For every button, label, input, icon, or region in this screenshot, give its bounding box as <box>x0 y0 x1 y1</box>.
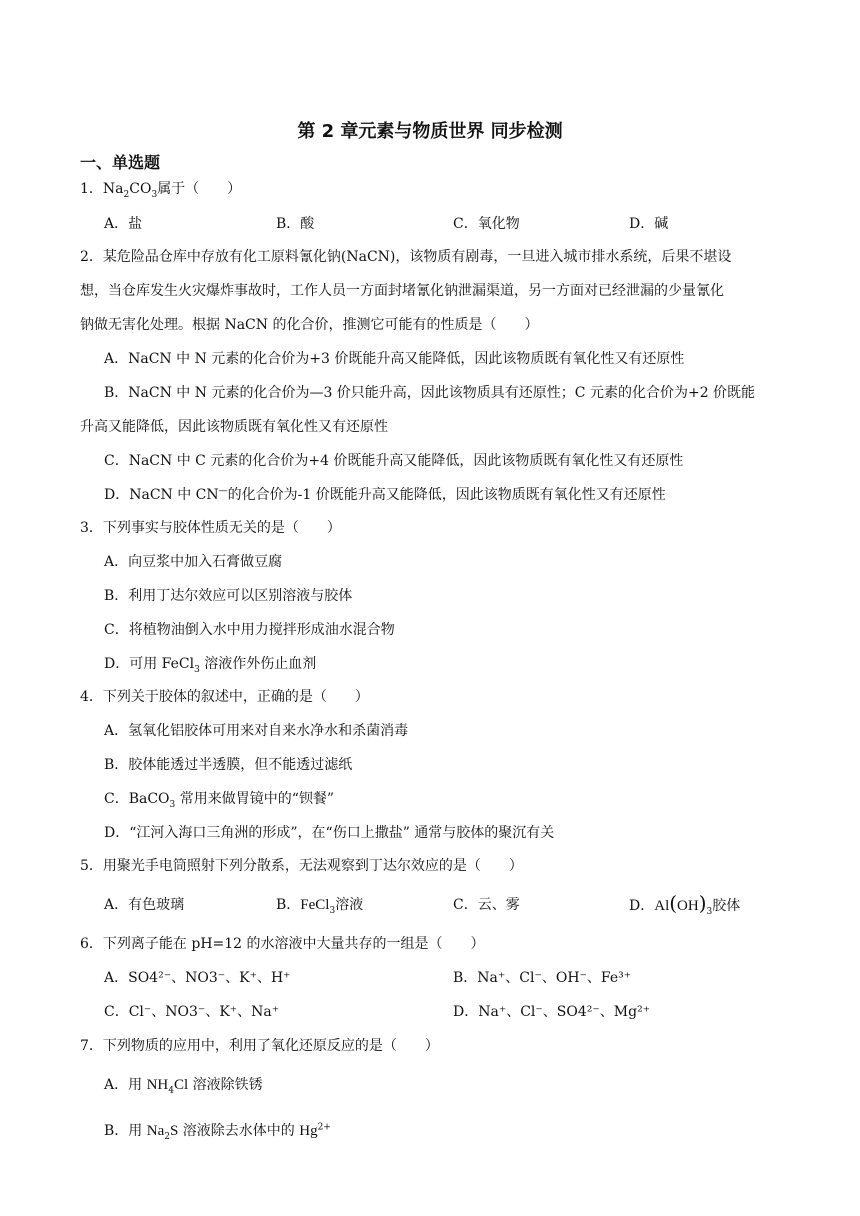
question-3-option-b[interactable]: B．利用丁达尔效应可以区别溶液与胶体 <box>104 588 353 604</box>
question-3-option-a[interactable]: A．向豆浆中加入石膏做豆腐 <box>104 554 283 570</box>
question-1-option-b[interactable]: B．酸 <box>276 216 315 232</box>
question-4-option-c[interactable]: C．BaCO$_3$ 常用来做胃镜中的“钡餐” <box>104 791 335 810</box>
question-5-option-b[interactable]: B．FeCl$_3$溶液 <box>276 897 364 916</box>
page-title: 第 2 章元素与物质世界 同步检测 <box>297 121 563 142</box>
question-7-option-a[interactable]: A．用 $NH_4Cl$ 溶液除铁锈 <box>104 1077 263 1096</box>
question-1-option-d[interactable]: D．碱 <box>629 216 669 232</box>
question-2-option-d[interactable]: D．NaCN 中 CN—的化合价为-1 价既能升高又能降低，因此该物质既有氧化性又有还原性 <box>104 486 666 503</box>
question-4-stem: 4．下列关于胶体的叙述中，正确的是（ ） <box>80 689 369 705</box>
question-3-stem: 3．下列事实与胶体性质无关的是（ ） <box>80 520 341 536</box>
question-7-option-b[interactable]: B．用 $Na_2S$ 溶液除去水体中的 $Hg^{2+}$ <box>104 1122 331 1142</box>
question-5-option-d[interactable]: D．$Al(OH)_3$胶体 <box>629 891 741 917</box>
question-6-option-c[interactable]: C．Cl⁻、NO3⁻、K⁺、Na⁺ <box>104 1004 280 1020</box>
question-2-option-b-line-1[interactable]: B．NaCN 中 N 元素的化合价为—3 价只能升高，因此该物质具有还原性；C 元素的化合价为+2 价既能 <box>104 385 756 401</box>
question-4-option-b[interactable]: B．胶体能透过半透膜，但不能透过滤纸 <box>104 757 353 773</box>
question-2-option-a[interactable]: A．NaCN 中 N 元素的化合价为+3 价既能升高又能降低，因此该物质既有氧化性又有还原性 <box>104 351 685 367</box>
question-2-stem-line-1: 2．某危险品仓库中存放有化工原料氰化钠(NaCN)，该物质有剧毒，一旦进入城市排水系统，后果不堪设 <box>80 249 732 265</box>
question-5-option-a[interactable]: A．有色玻璃 <box>104 897 185 913</box>
question-7-stem: 7．下列物质的应用中，利用了氧化还原反应的是（ ） <box>80 1038 439 1054</box>
question-1-option-c[interactable]: C．氧化物 <box>453 216 520 232</box>
question-5-stem: 5．用聚光手电筒照射下列分散系，无法观察到丁达尔效应的是（ ） <box>80 858 523 874</box>
question-6-option-a[interactable]: A．SO4²⁻、NO3⁻、K⁺、H⁺ <box>104 970 291 986</box>
question-3-option-c[interactable]: C．将植物油倒入水中用力搅拌形成油水混合物 <box>104 622 395 638</box>
question-2-stem-line-3: 钠做无害化处理。根据 NaCN 的化合价，推测它可能有的性质是（ ） <box>80 317 539 333</box>
question-6-option-d[interactable]: D．Na⁺、Cl⁻、SO4²⁻、Mg²⁺ <box>453 1004 651 1020</box>
section-heading: 一、单选题 <box>80 153 161 172</box>
question-4-option-a[interactable]: A．氢氧化铝胶体可用来对自来水净水和杀菌消毒 <box>104 723 409 739</box>
question-5-option-c[interactable]: C．云、雾 <box>453 897 520 913</box>
question-6-option-b[interactable]: B．Na⁺、Cl⁻、OH⁻、Fe³⁺ <box>453 970 632 986</box>
question-6-stem: 6．下列离子能在 pH=12 的水溶液中大量共存的一组是（ ） <box>80 936 485 952</box>
question-1-option-a[interactable]: A．盐 <box>104 216 143 232</box>
question-2-option-b-line-2[interactable]: 升高又能降低，因此该物质既有氧化性又有还原性 <box>80 419 388 435</box>
question-3-option-d[interactable]: D．可用 FeCl$_3$ 溶液作外伤止血剂 <box>104 656 317 675</box>
question-1-stem: 1．$Na_2CO_3$属于（ ） <box>80 181 242 200</box>
question-2-option-c[interactable]: C．NaCN 中 C 元素的化合价为+4 价既能升高又能降低，因此该物质既有氧化性又有还原性 <box>104 453 684 469</box>
question-2-stem-line-2: 想，当仓库发生火灾爆炸事故时，工作人员一方面封堵氰化钠泄漏渠道，另一方面对已经泄漏的少量氰化 <box>80 283 724 299</box>
question-4-option-d[interactable]: D．“江河入海口三角洲的形成”，在“伤口上撒盐” 通常与胶体的聚沉有关 <box>104 825 555 841</box>
